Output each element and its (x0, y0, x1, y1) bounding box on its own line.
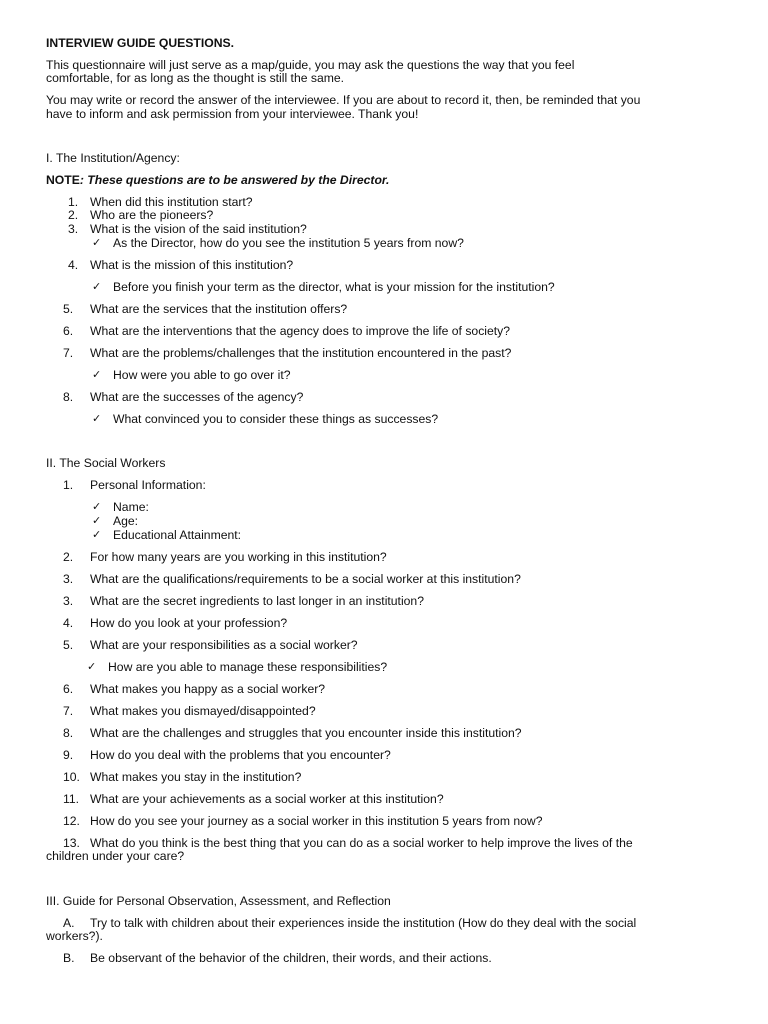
list-item: What are the secret ingredients to last longer in an institution? (90, 594, 424, 608)
list-item: When did this institution start? (90, 195, 253, 209)
check-item: Name: (113, 500, 149, 514)
intro-line-2: comfortable, for as long as the thought is still the same. (46, 71, 345, 85)
list-item: What are your responsibilities as a social worker? (90, 638, 358, 652)
check-item: Age: (113, 514, 139, 528)
list-number: 6. (63, 682, 74, 696)
list-number: 4. (63, 616, 74, 630)
list-number: 5. (63, 302, 74, 316)
check-mark-icon: ✓ (92, 500, 102, 513)
list-item: What is the mission of this institution? (90, 258, 294, 272)
check-mark-icon: ✓ (87, 660, 97, 673)
check-item: How were you able to go over it? (113, 368, 291, 382)
list-item-continued: children under your care? (46, 849, 185, 863)
list-number: 3. (68, 222, 79, 236)
check-mark-icon: ✓ (92, 368, 102, 381)
check-mark-icon: ✓ (92, 412, 102, 425)
list-item: What makes you stay in the institution? (90, 770, 302, 784)
section-1-heading: I. The Institution/Agency: (46, 151, 180, 165)
list-number: 12. (63, 814, 80, 828)
check-mark-icon: ✓ (92, 236, 102, 249)
list-number: 1. (63, 478, 74, 492)
list-number: 7. (63, 704, 74, 718)
check-item: How are you able to manage these responsibilities? (108, 660, 388, 674)
list-number: 9. (63, 748, 74, 762)
list-item: For how many years are you working in this institution? (90, 550, 387, 564)
check-item: As the Director, how do you see the institution 5 years from now? (113, 236, 464, 250)
list-number: 6. (63, 324, 74, 338)
list-number: 10. (63, 770, 80, 784)
list-item: What are the services that the institution offers? (90, 302, 348, 316)
list-number: 11. (63, 792, 80, 806)
note-text: : These questions are to be answered by the Director. (79, 173, 390, 187)
check-item: Before you finish your term as the director, what is your mission for the institution? (113, 280, 555, 294)
section-3-heading: III. Guide for Personal Observation, Assessment, and Reflection (46, 894, 391, 908)
check-item: Educational Attainment: (113, 528, 242, 542)
list-number: 2. (63, 550, 74, 564)
intro-line-1: This questionnaire will just serve as a map/guide, you may ask the questions the way that you feel (46, 58, 575, 72)
list-number: 8. (63, 390, 74, 404)
list-item: What are the successes of the agency? (90, 390, 304, 404)
list-number: 8. (63, 726, 74, 740)
list-item: What is the vision of the said institution? (90, 222, 307, 236)
list-item: Try to talk with children about their experiences inside the institution (How do they deal with the social (90, 916, 637, 930)
list-number: 3. (63, 572, 74, 586)
list-letter: B. (63, 951, 75, 965)
list-item: How do you deal with the problems that you encounter? (90, 748, 391, 762)
list-number: 3. (63, 594, 74, 608)
list-item: Who are the pioneers? (90, 208, 214, 222)
list-item: What are the qualifications/requirements to be a social worker at this institution? (90, 572, 521, 586)
list-item: How do you look at your profession? (90, 616, 288, 630)
list-item: What makes you dismayed/disappointed? (90, 704, 316, 718)
list-letter: A. (63, 916, 75, 930)
list-item: What are the problems/challenges that the institution encountered in the past? (90, 346, 512, 360)
check-mark-icon: ✓ (92, 514, 102, 527)
intro-line-3: You may write or record the answer of the interviewee. If you are about to record it, then, be reminded that you (46, 93, 641, 107)
list-item: What are your achievements as a social worker at this institution? (90, 792, 444, 806)
list-item: Be observant of the behavior of the children, their words, and their actions. (90, 951, 492, 965)
check-mark-icon: ✓ (92, 280, 102, 293)
list-item: What are the challenges and struggles that you encounter inside this institution? (90, 726, 522, 740)
note-label: NOTE (46, 173, 80, 187)
list-item: What are the interventions that the agency does to improve the life of society? (90, 324, 511, 338)
list-number: 4. (68, 258, 79, 272)
check-item: What convinced you to consider these things as successes? (113, 412, 439, 426)
list-item: What makes you happy as a social worker? (90, 682, 326, 696)
document-title: INTERVIEW GUIDE QUESTIONS. (46, 36, 235, 50)
intro-line-4: have to inform and ask permission from your interviewee. Thank you! (46, 107, 419, 121)
list-number: 13. (63, 836, 80, 850)
list-item: What do you think is the best thing that you can do as a social worker to help improve the lives of the (90, 836, 633, 850)
list-number: 1. (68, 195, 79, 209)
section-1-note (46, 174, 389, 187)
list-item: How do you see your journey as a social worker in this institution 5 years from now? (90, 814, 543, 828)
list-item: Personal Information: (90, 478, 206, 492)
list-item-continued: workers?). (46, 929, 103, 943)
list-number: 7. (63, 346, 74, 360)
section-2-heading: II. The Social Workers (46, 456, 166, 470)
list-number: 5. (63, 638, 74, 652)
list-number: 2. (68, 208, 79, 222)
check-mark-icon: ✓ (92, 528, 102, 541)
